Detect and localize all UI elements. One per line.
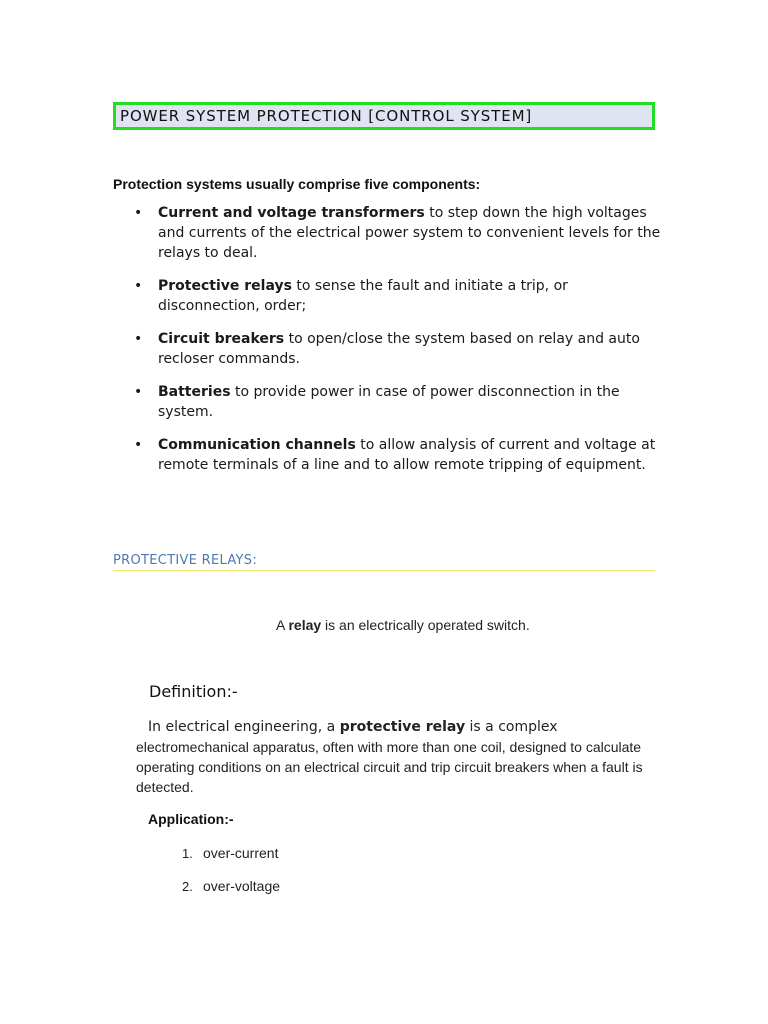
bullet: • <box>134 205 143 221</box>
definition-rest: electromechanical apparatus, often with more than one coil, designed to calculate operating conditions on an electrical circuit and trip circuit breakers when a fault is detected. <box>136 739 643 795</box>
component-term: Batteries <box>158 384 231 400</box>
definition-bold: protective relay <box>339 719 466 735</box>
component-term: Protective relays <box>158 278 292 294</box>
item-number: 1. <box>182 846 193 861</box>
list-item <box>182 843 280 864</box>
component-text: to sense the fault and initiate a trip, or disconnection, order; <box>158 278 568 314</box>
relay-pre: A <box>276 617 289 633</box>
section-heading: PROTECTIVE RELAYS: <box>113 553 655 571</box>
component-term: Current and voltage transformers <box>158 205 425 221</box>
relay-post: is an electrically operated switch. <box>321 617 530 633</box>
application-heading: Application:- <box>148 811 234 827</box>
definition-mid: is a complex <box>465 719 558 735</box>
item-text: over-current <box>203 845 279 861</box>
bullet: • <box>134 331 143 347</box>
list-item <box>132 329 662 369</box>
definition-lead: In electrical engineering, a <box>148 719 340 735</box>
bullet: • <box>134 437 143 453</box>
relay-bold: relay <box>288 617 322 633</box>
component-text: to allow analysis of current and voltage at remote terminals of a line and to allow remote tripping of equipment. <box>158 437 656 473</box>
component-text: to open/close the system based on relay and auto recloser commands. <box>158 331 640 367</box>
component-term: Communication channels <box>158 437 356 453</box>
item-text: over-voltage <box>203 878 281 894</box>
list-item <box>132 435 662 475</box>
list-item <box>132 276 662 316</box>
component-text: to provide power in case of power disconnection in the system. <box>158 384 620 420</box>
definition-heading: Definition:- <box>149 682 238 701</box>
application-list <box>182 843 280 909</box>
component-term: Circuit breakers <box>158 331 285 347</box>
definition-paragraph <box>136 716 656 797</box>
bullet: • <box>134 278 143 294</box>
list-item <box>132 382 662 422</box>
components-list <box>132 203 662 488</box>
item-number: 2. <box>182 879 193 894</box>
intro-text: Protection systems usually comprise five components: <box>113 176 481 192</box>
component-text: to step down the high voltages and currents of the electrical power system to convenient levels for the relays to deal. <box>158 205 661 261</box>
list-item <box>132 203 662 263</box>
list-item <box>182 876 280 897</box>
bullet: • <box>134 384 143 400</box>
relay-sentence <box>276 617 530 633</box>
title-box <box>113 102 655 130</box>
document-title: POWER SYSTEM PROTECTION [CONTROL SYSTEM] <box>120 107 533 125</box>
